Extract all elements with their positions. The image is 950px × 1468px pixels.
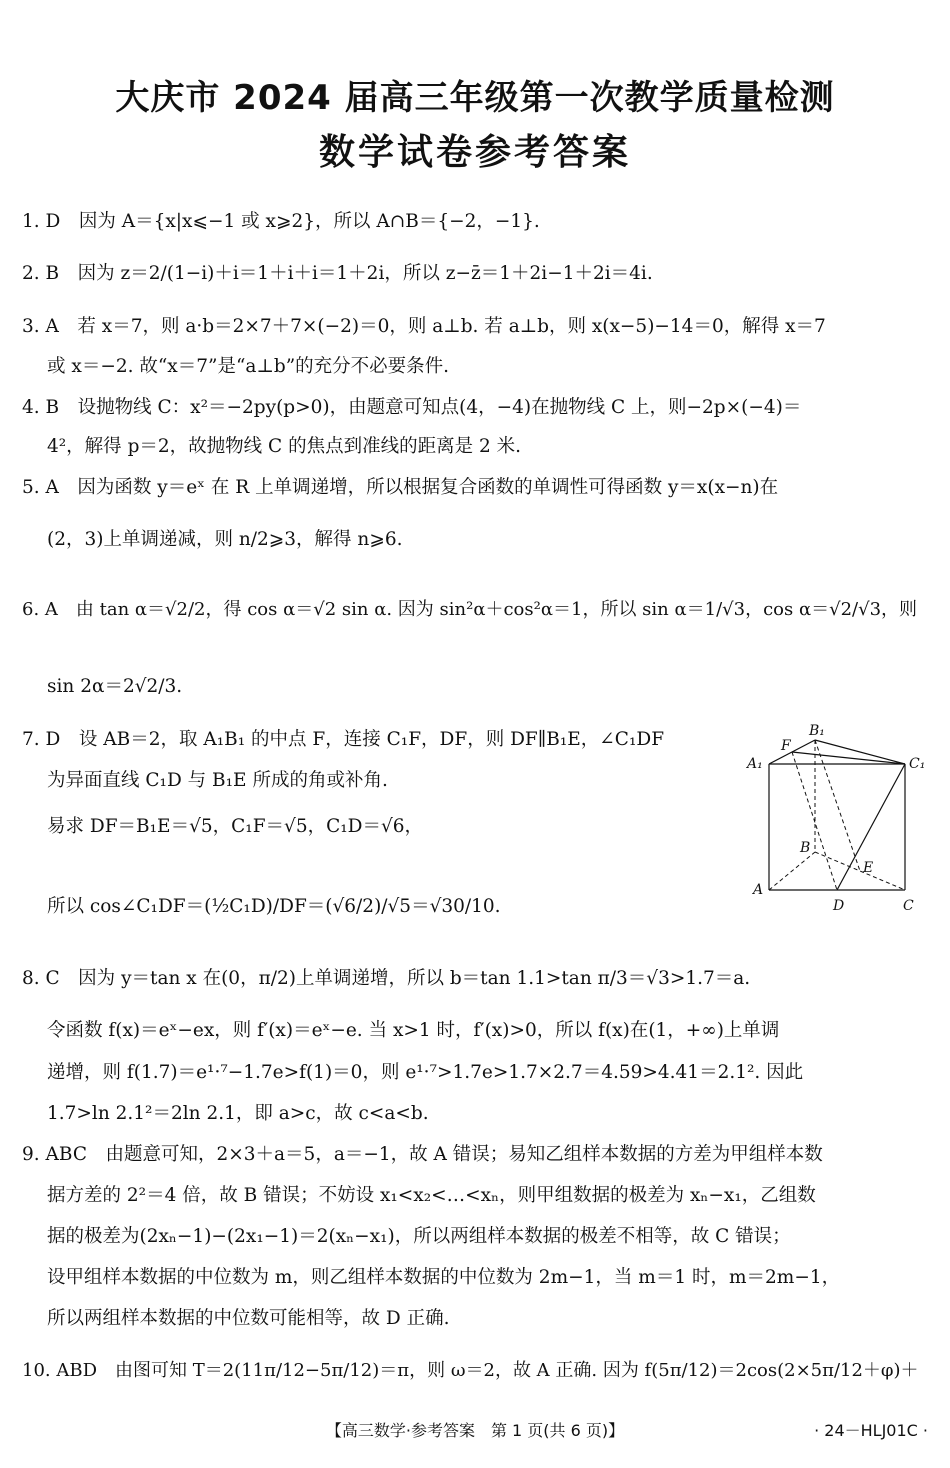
label-b: B <box>800 840 811 856</box>
page-title-line2: 数学试卷参考答案 <box>318 132 631 173</box>
answer-line: 2. B 因为 z＝2/(1−i)＋i＝1＋i＋i＝1＋2i，所以 z−z̄＝1＋2i−1＋2i＝4i. <box>22 263 653 284</box>
label-a: A <box>753 882 764 898</box>
answer-line: 6. A 由 tan α＝√2/2，得 cos α＝√2 sin α. 因为 sin²α＋cos²α＝1，所以 sin α＝1/√3，cos α＝√2/√3，则 <box>22 599 918 620</box>
answer-line: 所以 cos∠C₁DF＝(½C₁D)/DF＝(√6/2)/√5＝√30/10. <box>47 896 501 917</box>
prism-figure <box>745 722 935 922</box>
answer-line: 10. ABD 由图可知 T＝2(11π/12−5π/12)＝π，则 ω＝2，故 A 正确. 因为 f(5π/12)＝2cos(2×5π/12＋φ)＋ <box>22 1360 919 1381</box>
answer-line: 为异面直线 C₁D 与 B₁E 所成的角或补角. <box>47 770 388 791</box>
answer-line: 所以两组样本数据的中位数可能相等，故 D 正确. <box>47 1308 450 1329</box>
label-e: E <box>863 860 874 876</box>
answer-line: 或 x＝−2. 故“x＝7”是“a⊥b”的充分不必要条件. <box>47 356 450 377</box>
edge-b1e-hidden <box>815 740 860 871</box>
label-c1: C₁ <box>909 756 926 772</box>
edge-ab-hidden <box>769 852 815 890</box>
label-b1: B₁ <box>809 723 825 739</box>
answer-line: (2，3)上单调递减，则 n/2⩾3，解得 n⩾6. <box>47 529 403 550</box>
answer-line: 4. B 设抛物线 C：x²＝−2py(p>0)，由题意可知点(4，−4)在抛物线 C 上，则−2p×(−4)＝ <box>22 397 802 418</box>
answer-line: 设甲组样本数据的中位数为 m，则乙组样本数据的中位数为 2m−1，当 m＝1 时，m＝2m−1， <box>47 1267 841 1288</box>
answer-line: 据的极差为(2xₙ−1)−(2x₁−1)＝2(xₙ−x₁)，所以两组样本数据的极差不相等，故 C 错误； <box>47 1226 791 1247</box>
answer-line: sin 2α＝2√2/3. <box>47 676 183 697</box>
answer-line: 8. C 因为 y＝tan x 在(0，π/2)上单调递增，所以 b＝tan 1.1>tan π/3＝√3>1.7＝a. <box>22 968 751 989</box>
answer-line: 9. ABC 由题意可知，2×3＋a＝5，a＝−1，故 A 错误；易知乙组样本数据的方差为甲组样本数 <box>22 1144 823 1165</box>
edge-fc1 <box>792 752 905 764</box>
page-title-line1: 大庆市 2024 届高三年级第一次教学质量检测 <box>115 78 835 118</box>
footer-page-info: 【高三数学·参考答案 第 1 页(共 6 页)】 <box>325 1421 625 1440</box>
edge-fd-hidden <box>792 752 837 890</box>
answer-line: 5. A 因为函数 y＝eˣ 在 R 上单调递增，所以根据复合函数的单调性可得函数 y＝x(x−n)在 <box>22 477 779 498</box>
answer-line: 4²，解得 p＝2，故抛物线 C 的焦点到准线的距离是 2 米. <box>47 436 522 457</box>
edge-b1c1 <box>815 740 905 764</box>
label-d: D <box>833 898 845 914</box>
edge-bc-hidden <box>815 852 905 890</box>
answer-line: 据方差的 2²＝4 倍，故 B 错误；不妨设 x₁<x₂<…<xₙ，则甲组数据的极差为 xₙ−x₁，乙组数 <box>47 1185 816 1206</box>
answer-line: 递增，则 f(1.7)＝e¹·⁷−1.7e>f(1)＝0，则 e¹·⁷>1.7e>1.7×2.7＝4.59>4.41＝2.1². 因此 <box>47 1062 804 1083</box>
label-a1: A₁ <box>747 756 763 772</box>
answer-line: 3. A 若 x＝7，则 a·b＝2×7＋7×(−2)＝0，则 a⊥b. 若 a⊥b，则 x(x−5)−14＝0，解得 x＝7 <box>22 316 826 337</box>
prism-diagram <box>745 722 935 922</box>
answer-line: 1.7>ln 2.1²＝2ln 2.1，即 a>c，故 c<a<b. <box>47 1103 429 1124</box>
label-f: F <box>781 738 791 754</box>
answer-line: 1. D 因为 A＝{x|x⩽−1 或 x⩾2}，所以 A∩B＝{−2，−1}. <box>22 211 540 232</box>
footer-code: · 24－HLJ01C · <box>814 1421 928 1440</box>
answer-line: 易求 DF＝B₁E＝√5，C₁F＝√5，C₁D＝√6， <box>47 816 424 837</box>
answer-line: 7. D 设 AB＝2，取 A₁B₁ 的中点 F，连接 C₁F，DF，则 DF∥B₁E，∠C₁DF <box>22 729 665 750</box>
answer-line: 令函数 f(x)＝eˣ−ex，则 f′(x)＝eˣ−e. 当 x>1 时，f′(x)>0，所以 f(x)在(1，+∞)上单调 <box>47 1020 780 1041</box>
label-c: C <box>903 898 914 914</box>
